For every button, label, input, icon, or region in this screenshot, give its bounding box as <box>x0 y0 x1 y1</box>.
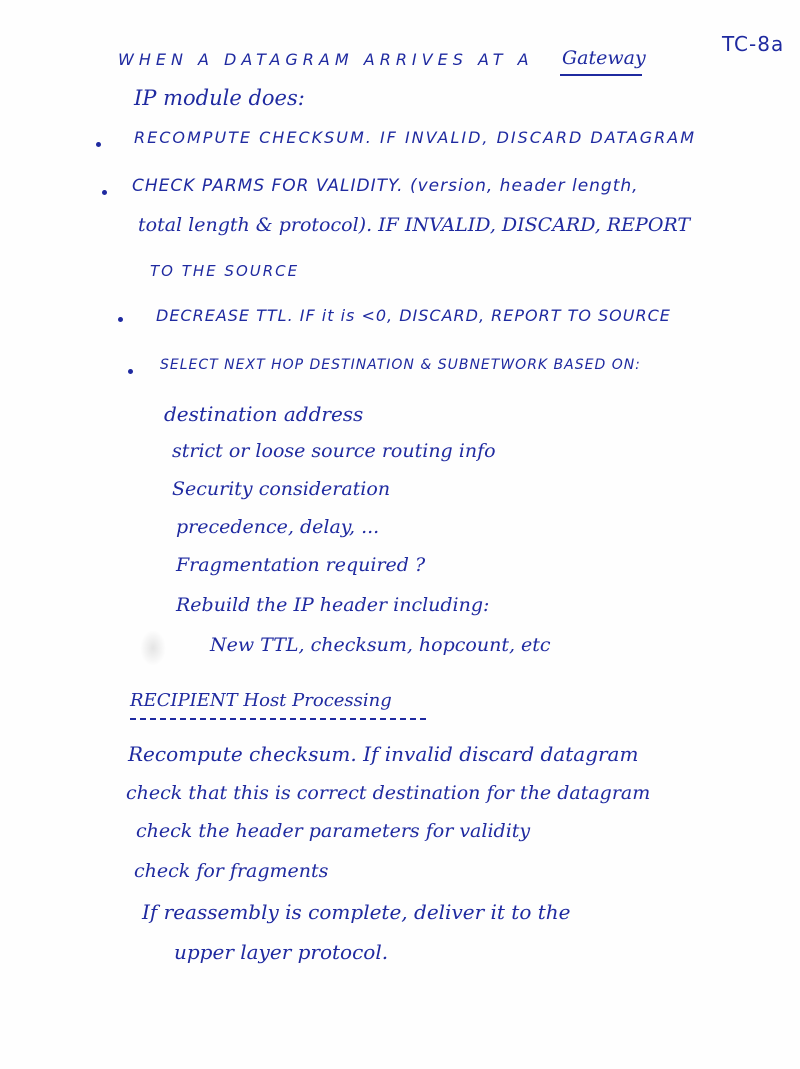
bullet <box>118 317 123 322</box>
recipient-step-6: upper layer protocol. <box>174 940 389 964</box>
heading-gateway-word: Gateway <box>562 47 646 69</box>
page-label: TC-8a <box>722 32 785 56</box>
recipient-step-1: Recompute checksum. If invalid discard datagram <box>128 742 639 766</box>
recipient-step-5: If reassembly is complete, deliver it to the <box>142 900 571 924</box>
routing-factor-6: Rebuild the IP header including: <box>176 594 490 616</box>
gateway-step-1: RECOMPUTE CHECKSUM. IF INVALID, DISCARD DATAGRAM <box>134 128 697 147</box>
recipient-step-2: check that this is correct destination for the datagram <box>126 782 651 804</box>
heading-line-2: IP module does: <box>134 86 305 110</box>
routing-factor-4: precedence, delay, ... <box>176 516 380 538</box>
bullet <box>102 190 107 195</box>
heading-line-1: WHEN A DATAGRAM ARRIVES AT A <box>118 50 534 69</box>
routing-factor-5: Fragmentation required ? <box>176 554 426 576</box>
gateway-step-2c: TO THE SOURCE <box>150 262 300 280</box>
gateway-step-2a: CHECK PARMS FOR VALIDITY. (version, header length, <box>132 176 639 196</box>
recipient-step-4: check for fragments <box>134 860 329 882</box>
gateway-step-4: SELECT NEXT HOP DESTINATION & SUBNETWORK BASED ON: <box>160 357 641 373</box>
bullet <box>96 142 101 147</box>
gateway-step-2b: total length & protocol). IF INVALID, DISCARD, REPORT <box>138 214 691 236</box>
routing-factor-2: strict or loose source routing info <box>172 440 496 462</box>
routing-factor-3: Security consideration <box>172 478 391 500</box>
paper-smudge <box>140 630 166 666</box>
recipient-heading: RECIPIENT Host Processing <box>130 690 392 711</box>
gateway-step-3: DECREASE TTL. IF it is <0, DISCARD, REPORT TO SOURCE <box>156 306 671 325</box>
gateway-underline <box>560 74 642 76</box>
recipient-heading-underline <box>130 718 426 720</box>
routing-factor-7: New TTL, checksum, hopcount, etc <box>210 634 551 656</box>
routing-factor-1: destination address <box>164 402 364 426</box>
recipient-step-3: check the header parameters for validity <box>136 820 531 842</box>
bullet <box>128 369 133 374</box>
